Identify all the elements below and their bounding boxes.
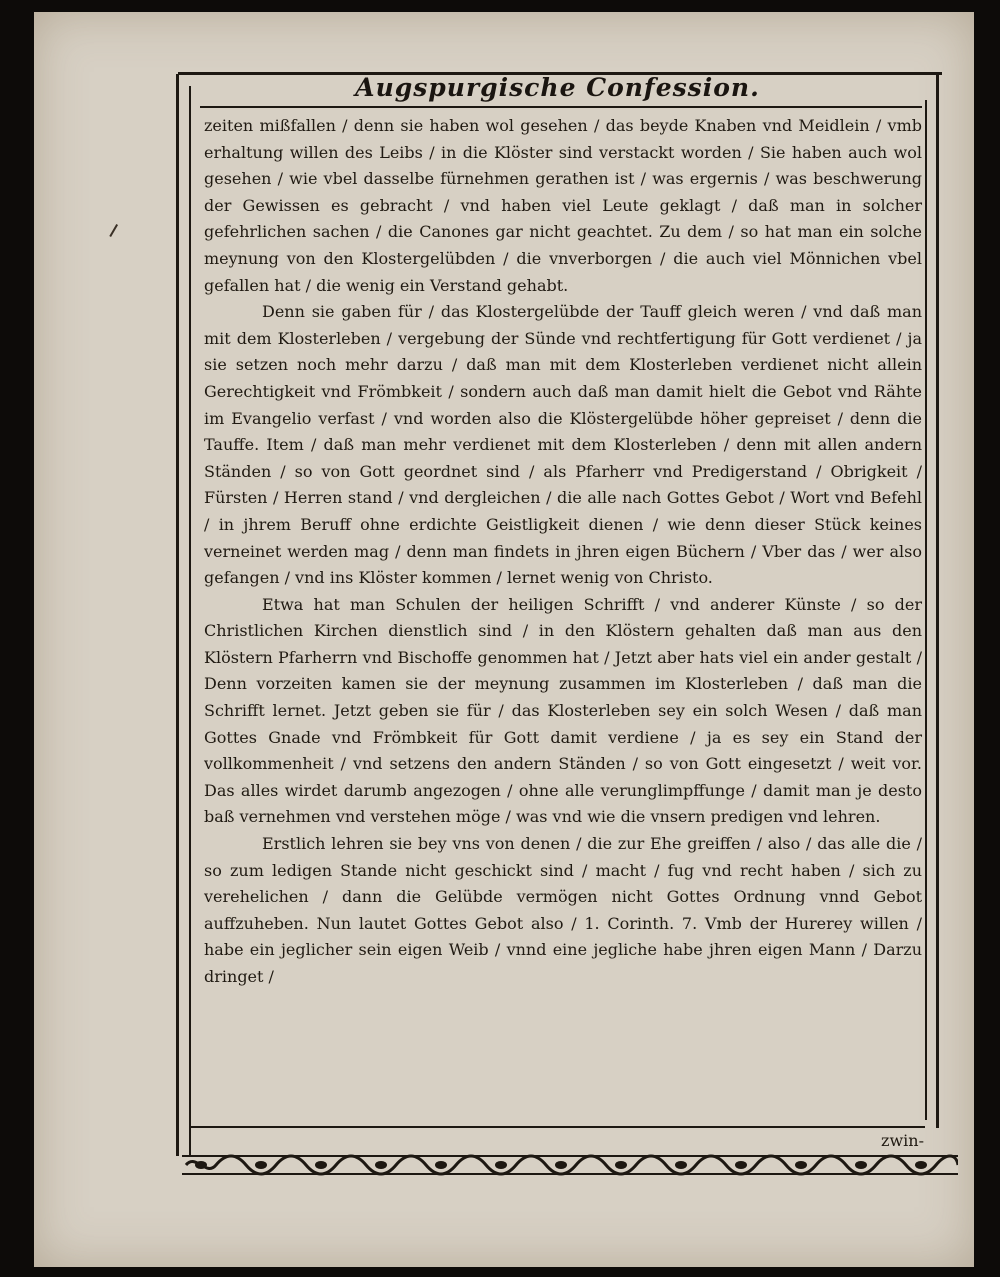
catchword: zwin- (881, 1131, 924, 1150)
paragraph: Etwa hat man Schulen der heiligen Schrifft / vnd anderer Künste / so der Christlichen Kirchen dienstlich sind / in den Klöstern gehalten daß man aus den Klöstern Pfarherrn vnd Bischoffe genommen hat / Jetzt aber hats viel ein ander gestalt / Denn vorzeiten kamen sie der meynung zusammen im Klosterleben / daß man die Schrifft lernet. Jetzt geben sie für / das Klosterleben sey ein solch Wesen / daß man Gottes Gnade vnd Frömbkeit für Gott damit verdiene / ja es sey ein Stand der vollkommenheit / vnd setzens den andern Ständen / so von Gott eingesetzt / weit vor. Das alles wirdet darumb angezogen / ohne alle verunglimpffunge / damit man je desto baß vernehmen vnd verstehen möge / was vnd wie die vnsern predigen vnd lehren. (204, 594, 922, 827)
frame-rule (190, 1126, 925, 1128)
paragraph: zeiten mißfallen / denn sie haben wol gesehen / das beyde Knaben vnd Meidlein / vmb erhaltung willen des Leibs / in die Klöster sind verstackt worden / Sie haben auch wol gesehen / wie vbel dasselbe fürnehmen gerathen ist / was ergernis / was beschwerung der Gewissen es gebracht / vnd haben viel Leute geklagt / daß man in solcher gefehrlichen sachen / die Canones gar nicht geachtet. Zu dem / so hat man ein solche meynung von den Klostergelübden / die vnverborgen / die auch viel Mönnichen vbel gefallen hat / die wenig ein Verstand gehabt. (204, 116, 922, 295)
frame-rule (925, 100, 927, 1120)
running-title: Augspurgische Confession. (355, 73, 760, 102)
body-text (204, 113, 922, 991)
ornament-border (182, 1151, 958, 1179)
title-rule (200, 106, 922, 108)
frame-rule (936, 72, 939, 1128)
paragraph: Erstlich lehren sie bey vns von denen / die zur Ehe greiffen / also / das alle die / so zum ledigen Stande nicht geschickt sind / macht / fug vnd recht haben / sich zu verehelichen / dann die Gelübde vermögen nicht Gottes Ordnung vnnd Gebot auffzuheben. Nun lautet Gottes Gebot also / 1. Corinth. 7. Vmb der Hurerey willen / habe ein jeglicher sein eigen Weib / vnnd eine jegliche habe jhren eigen Mann / Darzu dringet / (204, 834, 922, 986)
frame-rule (189, 86, 191, 1156)
paragraph: Denn sie gaben für / das Klostergelübde der Tauff gleich weren / vnd daß man mit dem Klosterleben / vergebung der Sünde vnd rechtfertigung für Gott verdienet / ja sie setzen noch mehr darzu / daß man mit dem Klosterleben verdienet nicht allein Gerechtigkeit vnd Frömbkeit / sondern auch daß man damit hielt die Gebot vnd Rähte im Evangelio verfast / vnd worden also die Klöstergelübde höher gepreiset / denn die Tauffe. Item / daß man mehr verdienet mit dem Klosterleben / denn mit allen andern Ständen / so von Gott geordnet sind / als Pfarherr vnd Predigerstand / Obrigkeit / Fürsten / Herren stand / vnd dergleichen / die alle nach Gottes Gebot / Wort vnd Befehl / in jhrem Beruff ohne erdichte Geistligkeit dienen / wie denn dieser Stück keines verneinet werden mag / denn man findets in jhren eigen Büchern / Vber das / wer also gefangen / vnd ins Klöster kommen / lernet wenig von Christo. (204, 302, 922, 588)
frame-rule (176, 74, 179, 1156)
